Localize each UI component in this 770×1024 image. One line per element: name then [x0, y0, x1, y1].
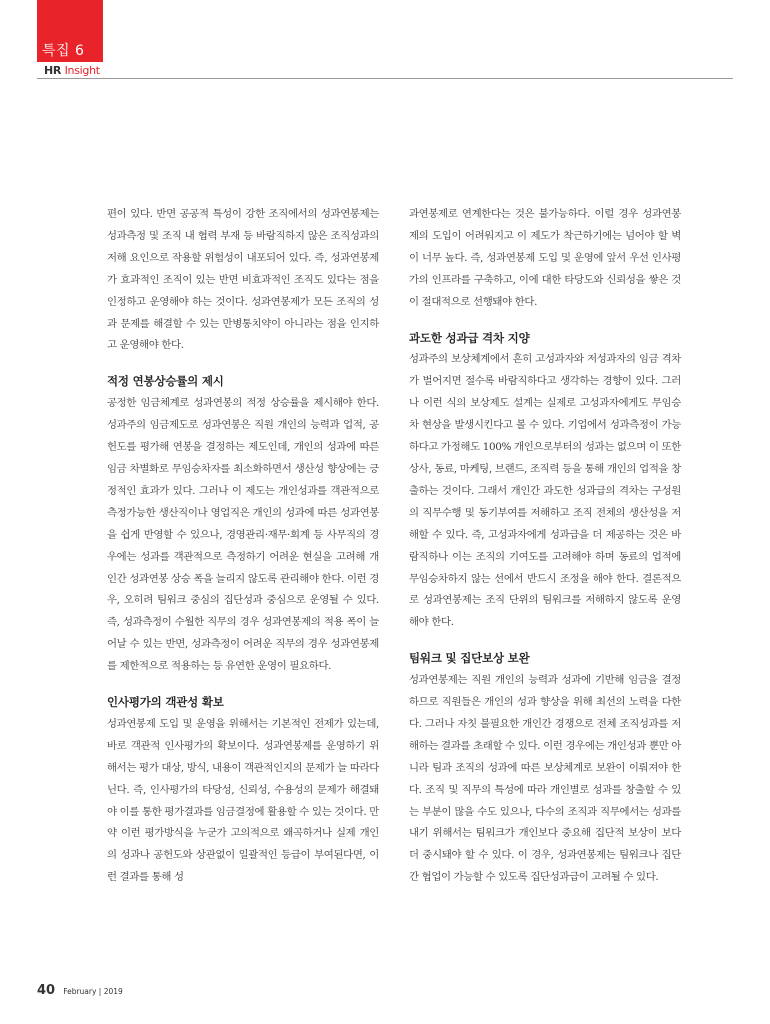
- right-intro-paragraph: 과연봉제로 연계한다는 것은 불가능하다. 이럴 경우 성과연봉제의 도입이 어려워지고 이 제도가 착근하기에는 넘어야 할 벽이 너무 높다. 즉, 성과연봉제 도입 및 운영에 앞서 우선 인사평가의 인프라를 구축하고, 이에 대한 타당도와 신뢰성을 쌓은 것이 절대적으로 선행돼야 한다.: [409, 208, 681, 308]
- left-intro-paragraph: 편이 있다. 반면 공공적 특성이 강한 조직에서의 성과연봉제는 성과측정 및 조직 내 협력 부재 등 바람직하지 않은 조직성과의 저해 요인으로 작용할 위험성이 내포되어 있다. 즉, 성과연봉제가 효과적인 조직이 있는 반면 비효과적인 조직도 있다는 점을 인정하고 운영해야 하는 것이다. 성과연봉제가 모든 조직의 성과 문제를 해결할 수 있는 만병통치약이 아니라는 점을 인지하고 운영해야 한다.: [107, 208, 379, 352]
- section-heading-bonus-gap: 과도한 성과급 격차 지양: [409, 330, 530, 345]
- right-column: [409, 204, 681, 889]
- issue-date: February | 2019: [63, 987, 123, 996]
- section-heading-salary-increase: 적정 연봉상승률의 제시: [107, 374, 224, 389]
- left-column: [107, 204, 379, 889]
- section-heading-teamwork: 팀워크 및 집단보상 보완: [409, 651, 530, 666]
- section-tab: [37, 0, 103, 62]
- page-footer: [37, 979, 123, 998]
- section-tab-label: 특집 6: [42, 43, 85, 59]
- page-number: 40: [37, 983, 56, 998]
- logo-insight: Insight: [64, 64, 100, 77]
- header-rule: [37, 78, 733, 79]
- logo-hr: HR: [44, 64, 62, 77]
- section-body-salary-increase: 공정한 임금체계로 성과연봉의 적정 상승률을 제시해야 한다. 성과주의 임금제도로 성과연봉은 직원 개인의 능력과 업적, 공헌도를 평가해 연봉을 결정하는 제도인데, 개인의 성과에 따른 임금 차별화로 무임승차자를 최소화하면서 생산성 향상에는 긍정적인 효과가 있다. 그러나 이 제도는 개인성과를 객관적으로 측정가능한 생산직이나 영업직은 개인의 성과에 따른 성과연봉을 쉽게 반영할 수 있으나, 경영관리·재무·회계 등 사무직의 경우에는 성과를 객관적으로 측정하기 어려운 현실을 고려해 개인간 성과연봉 상승 폭을 늘리지 않도록 관리해야 한다. 이런 경우, 오히려 팀워크 중심의 집단성과 중심으로 운영될 수 있다. 즉, 성과측정이 수월한 직무의 경우 성과연봉제의 적용 폭이 늘어날 수 있는 반면, 성과측정이 어려운 직무의 경우 성과연봉제를 제한적으로 적용하는 등 유연한 운영이 필요하다.: [107, 397, 379, 673]
- section-body-evaluation-objectivity: 성과연봉제 도입 및 운영을 위해서는 기본적인 전제가 있는데, 바로 객관적 인사평가의 확보이다. 성과연봉제를 운영하기 위해서는 평가 대상, 방식, 내용이 객관적인지의 문제가 늘 따라다닌다. 즉, 인사평가의 타당성, 신뢰성, 수용성의 문제가 해결돼야 이를 통한 평가결과를 임금결정에 활용할 수 있는 것이다. 만약 이런 평가방식을 누군가 고의적으로 왜곡하거나 실제 개인의 성과나 공헌도와 상관없이 일괄적인 등급이 부여된다면, 이런 결과를 통해 성: [107, 717, 379, 884]
- section-heading-evaluation-objectivity: 인사평가의 객관성 확보: [107, 695, 224, 710]
- section-body-teamwork: 성과연봉제는 직원 개인의 능력과 성과에 기반해 임금을 결정하므로 직원들은 개인의 성과 향상을 위해 최선의 노력을 다한다. 그러나 자칫 불필요한 개인간 경쟁으로 전체 조직성과를 저해하는 결과를 초래할 수 있다. 이런 경우에는 개인성과 뿐만 아니라 팀과 조직의 성과에 따른 보상체계로 보완이 이뤄져야 한다. 조직 및 직무의 특성에 따라 개인별로 성과를 창출할 수 있는 부분이 많을 수도 있으나, 다수의 조직과 직무에서는 성과를 내기 위해서는 팀워크가 개인보다 중요해 집단적 보상이 보다 더 중시돼야 할 수 있다. 이 경우, 성과연봉제는 팀워크나 집단간 협업이 가능할 수 있도록 집단성과급이 고려될 수 있다.: [409, 674, 681, 884]
- magazine-logo: [44, 64, 100, 77]
- section-body-bonus-gap: 성과주의 보상체계에서 흔히 고성과자와 저성과자의 임금 격차가 벌어지면 절수록 바람직하다고 생각하는 경향이 있다. 그러나 이런 식의 보상제도 설계는 실제로 고성과자에게도 무임승차 현상을 발생시킨다고 볼 수 있다. 기업에서 성과측정이 가능하다고 가정해도 100% 개인으로부터의 성과는 없으며 이 또한 상사, 동료, 마케팅, 브랜드, 조직력 등을 통해 개인의 업적을 창출하는 것이다. 그래서 개인간 과도한 성과급의 격차는 구성원의 직무수행 및 동기부여를 저해하고 조직 전체의 생산성을 저해할 수 있다. 즉, 고성과자에게 성과급을 더 제공하는 것은 바람직하나 이는 조직의 기여도를 고려해야 하며 동료의 업적에 무임승차하지 않는 선에서 반드시 조정을 해야 한다. 결론적으로 성과연봉제는 조직 단위의 팀워크를 저해하지 않도록 운영해야 한다.: [409, 353, 681, 629]
